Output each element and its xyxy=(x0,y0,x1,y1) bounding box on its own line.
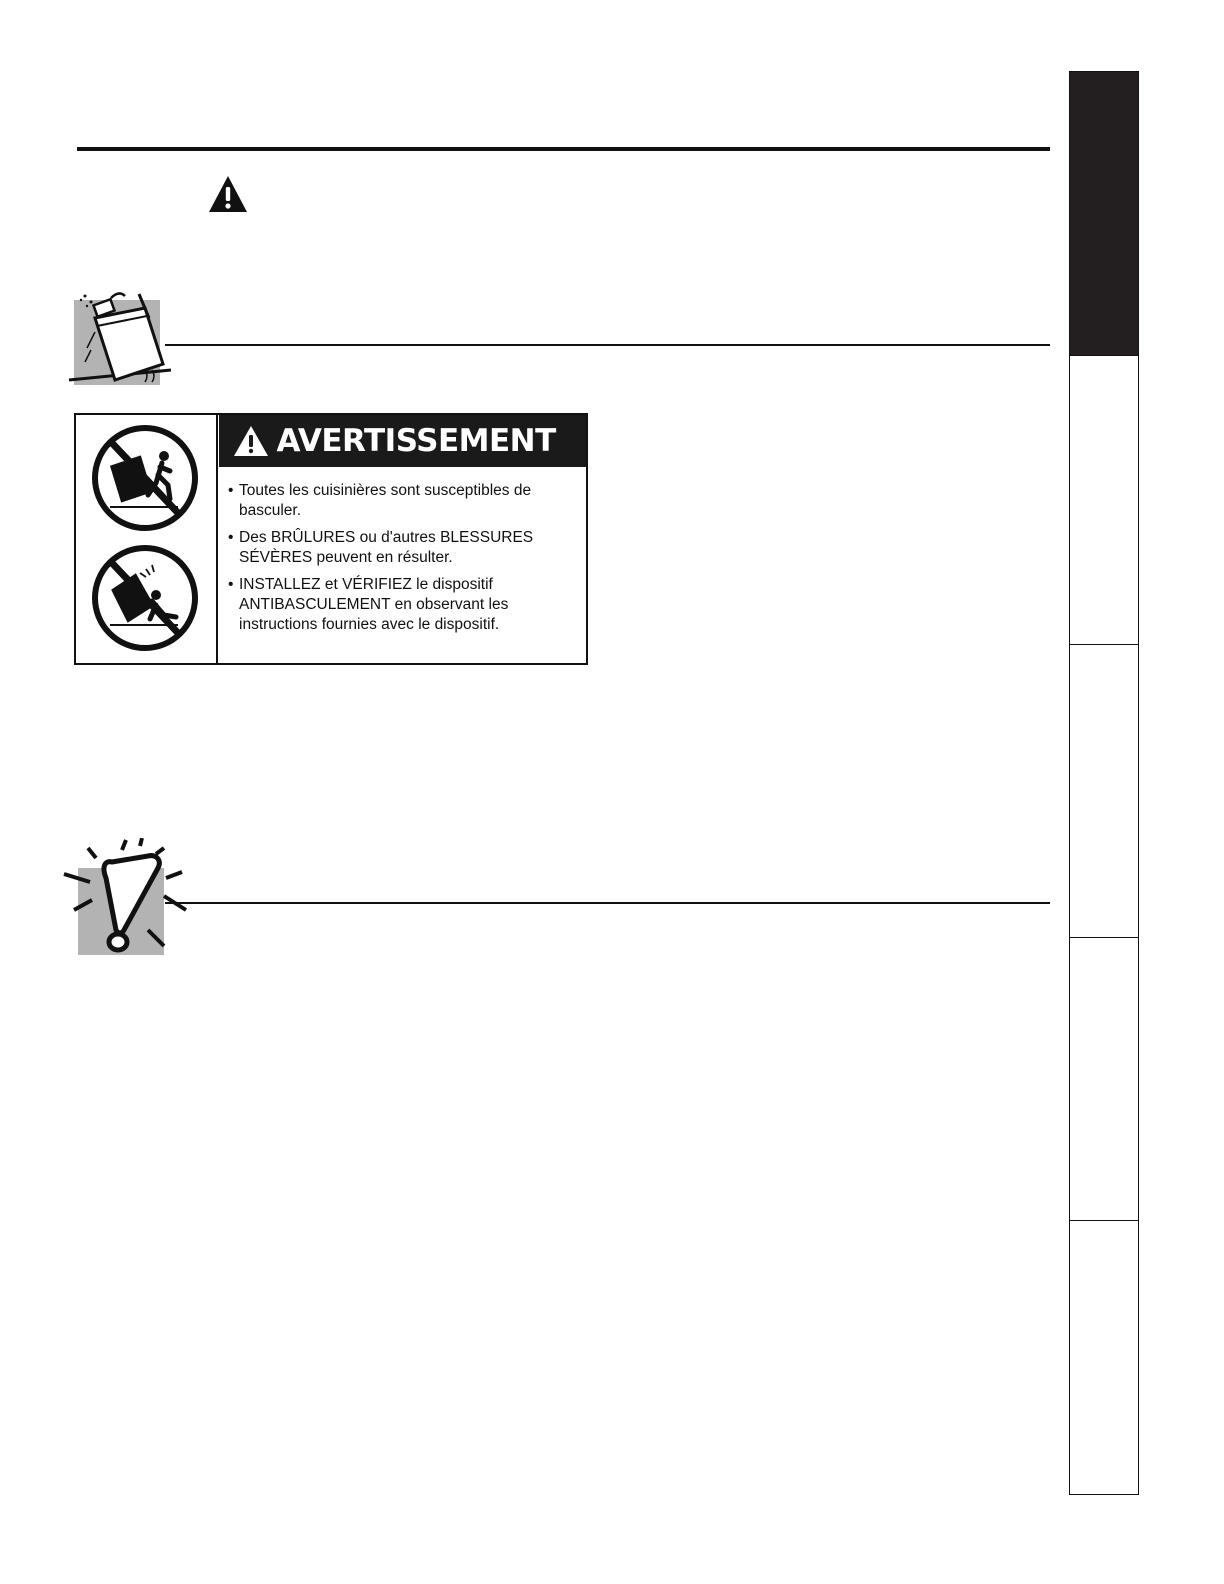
section-rule xyxy=(165,902,1050,904)
warning-label xyxy=(74,413,588,665)
label-bullet: • INSTALLEZ et VÉRIFIEZ le dispositif ANTIBASCULEMENT en observant les instructions fournies avec le dispositif. xyxy=(228,575,578,635)
section-tabs xyxy=(1069,71,1139,1495)
no-tipping-burn-icon xyxy=(90,543,200,653)
top-rule xyxy=(77,147,1050,151)
label-bullet: • Des BRÛLURES ou d'autres BLESSURES SÉVÈRES peuvent en résulter. xyxy=(228,528,578,568)
section-tab[interactable] xyxy=(1070,355,1138,644)
section-tab[interactable] xyxy=(1070,644,1138,937)
label-bullet-list xyxy=(228,481,578,642)
section-rule xyxy=(165,344,1050,346)
exclamation-light-icon xyxy=(60,838,190,958)
warning-triangle-icon xyxy=(233,425,269,457)
tip-over-range-icon xyxy=(67,288,177,388)
section-tab[interactable] xyxy=(1070,937,1138,1220)
warning-triangle-icon xyxy=(208,175,248,213)
section-tab[interactable] xyxy=(1070,1220,1138,1494)
label-pictograms xyxy=(76,415,218,663)
section-tab-active[interactable] xyxy=(1070,72,1138,355)
no-climbing-icon xyxy=(90,423,200,533)
label-title: AVERTISSEMENT xyxy=(276,423,556,459)
label-header xyxy=(219,415,587,467)
label-bullet: • Toutes les cuisinières sont susceptibles de basculer. xyxy=(228,481,578,521)
